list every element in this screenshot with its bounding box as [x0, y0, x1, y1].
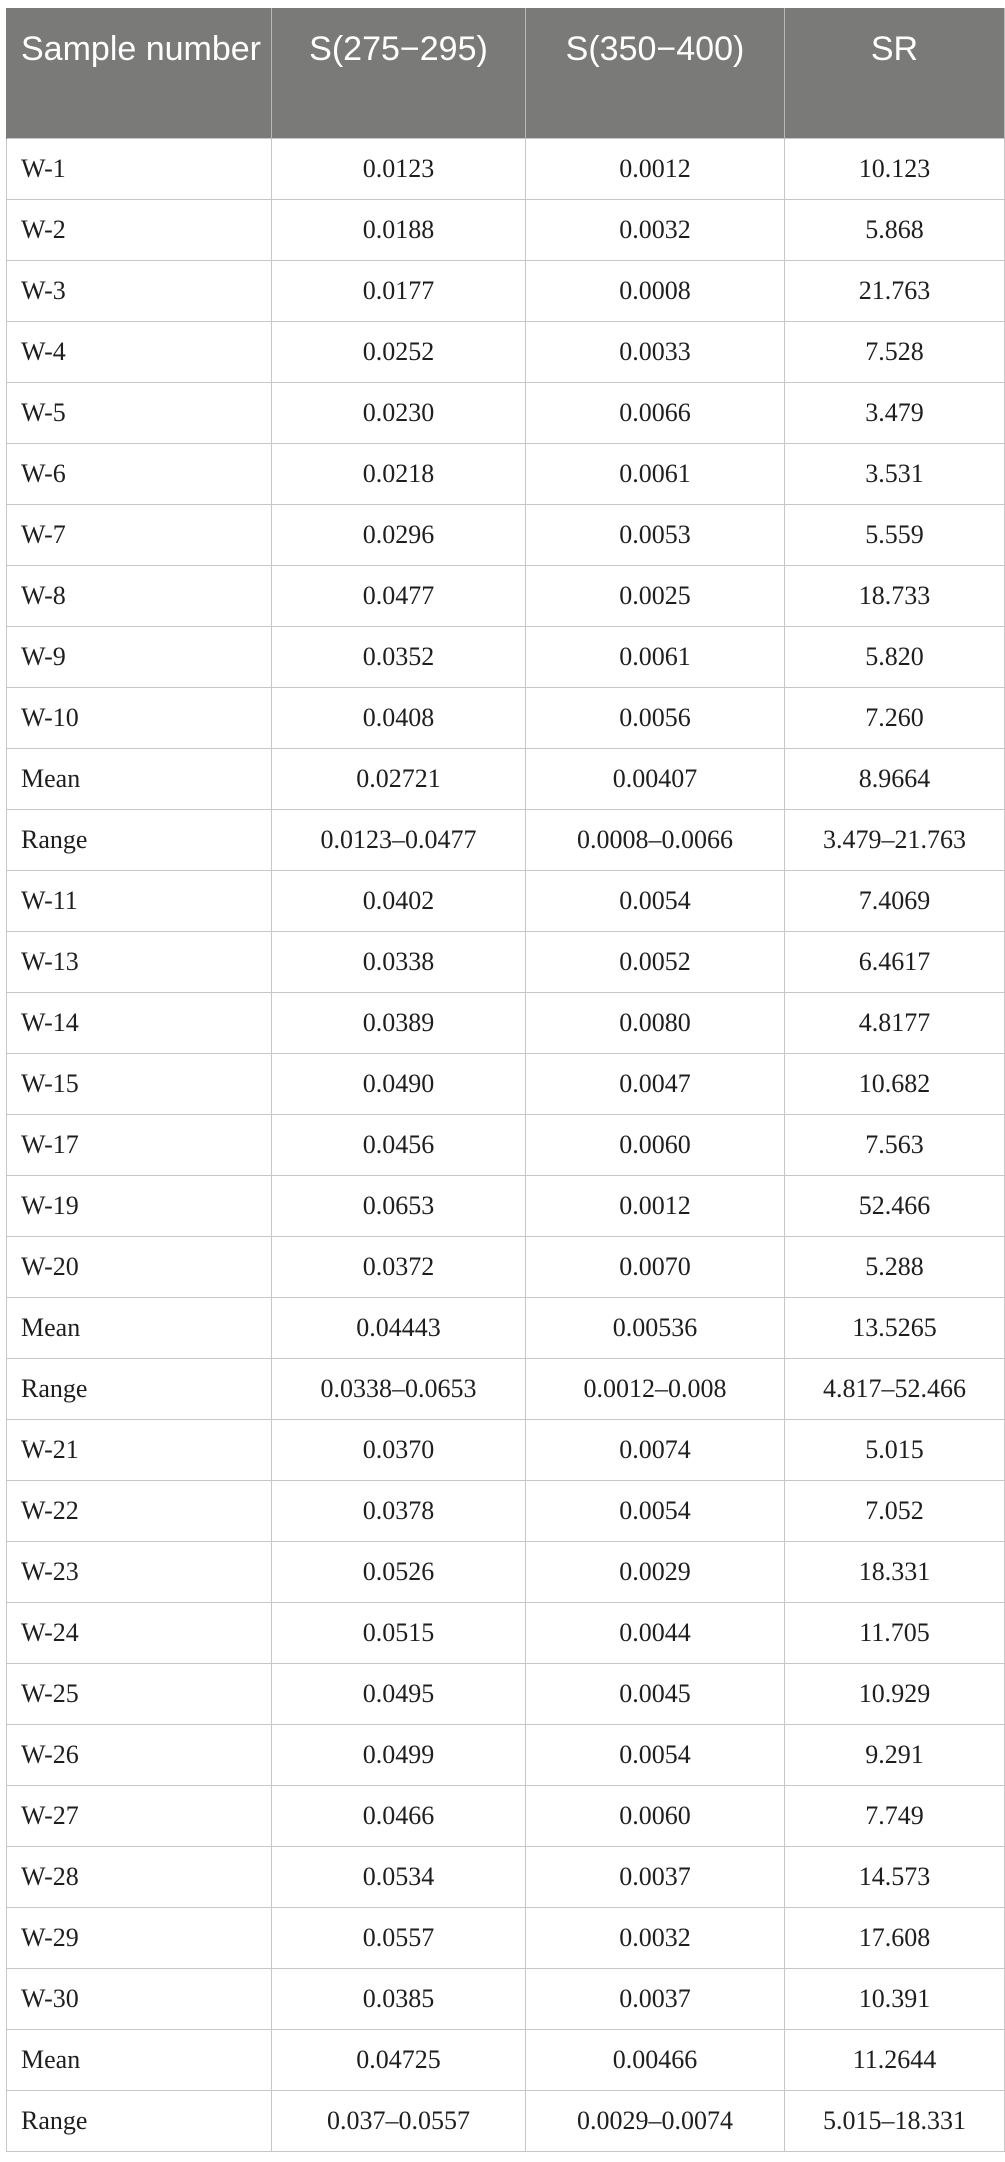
sr-cell: 52.466	[785, 1176, 1005, 1237]
sr-cell: 9.291	[785, 1725, 1005, 1786]
s-275-295-cell: 0.0123	[272, 139, 526, 200]
sample-cell: W-20	[7, 1237, 272, 1298]
s-275-295-cell: 0.0653	[272, 1176, 526, 1237]
table-row	[7, 1603, 1005, 1664]
sample-cell: W-25	[7, 1664, 272, 1725]
s-350-400-cell: 0.0066	[526, 383, 785, 444]
s-275-295-cell: 0.04725	[272, 2030, 526, 2091]
s-275-295-cell: 0.0218	[272, 444, 526, 505]
sample-cell: Range	[7, 2091, 272, 2152]
s-275-295-cell: 0.0177	[272, 261, 526, 322]
table-row	[7, 1481, 1005, 1542]
data-table	[6, 8, 1005, 2152]
sample-cell: W-2	[7, 200, 272, 261]
s-350-400-cell: 0.00536	[526, 1298, 785, 1359]
s-350-400-cell: 0.0012	[526, 139, 785, 200]
s-275-295-cell: 0.0252	[272, 322, 526, 383]
s-275-295-cell: 0.0499	[272, 1725, 526, 1786]
s-350-400-cell: 0.0025	[526, 566, 785, 627]
header-s-350-400: S(350−400)	[526, 8, 785, 139]
sample-cell: W-28	[7, 1847, 272, 1908]
sr-cell: 10.929	[785, 1664, 1005, 1725]
s-275-295-cell: 0.0490	[272, 1054, 526, 1115]
sr-cell: 21.763	[785, 261, 1005, 322]
table-row	[7, 2091, 1005, 2152]
s-350-400-cell: 0.0060	[526, 1786, 785, 1847]
s-350-400-cell: 0.0056	[526, 688, 785, 749]
sr-cell: 5.015	[785, 1420, 1005, 1481]
s-350-400-cell: 0.0070	[526, 1237, 785, 1298]
s-350-400-cell: 0.0054	[526, 1481, 785, 1542]
sr-cell: 4.8177	[785, 993, 1005, 1054]
sample-cell: Range	[7, 1359, 272, 1420]
s-350-400-cell: 0.0033	[526, 322, 785, 383]
sample-cell: W-14	[7, 993, 272, 1054]
s-350-400-cell: 0.0061	[526, 444, 785, 505]
sample-cell: Mean	[7, 749, 272, 810]
table-row	[7, 1908, 1005, 1969]
s-275-295-cell: 0.0338–0.0653	[272, 1359, 526, 1420]
table-row	[7, 749, 1005, 810]
sample-cell: W-23	[7, 1542, 272, 1603]
sr-cell: 18.733	[785, 566, 1005, 627]
sample-cell: W-13	[7, 932, 272, 993]
table-row	[7, 322, 1005, 383]
s-275-295-cell: 0.0495	[272, 1664, 526, 1725]
table-row	[7, 383, 1005, 444]
data-table-container	[6, 8, 1004, 2152]
s-350-400-cell: 0.0044	[526, 1603, 785, 1664]
sr-cell: 10.391	[785, 1969, 1005, 2030]
header-sample-number: Sample number	[7, 8, 272, 139]
s-350-400-cell: 0.0047	[526, 1054, 785, 1115]
sr-cell: 11.2644	[785, 2030, 1005, 2091]
table-row	[7, 505, 1005, 566]
sr-cell: 7.749	[785, 1786, 1005, 1847]
table-row	[7, 810, 1005, 871]
s-275-295-cell: 0.0456	[272, 1115, 526, 1176]
sample-cell: W-26	[7, 1725, 272, 1786]
sample-cell: W-1	[7, 139, 272, 200]
sample-cell: W-10	[7, 688, 272, 749]
sr-cell: 7.4069	[785, 871, 1005, 932]
s-350-400-cell: 0.0054	[526, 871, 785, 932]
s-275-295-cell: 0.0230	[272, 383, 526, 444]
sample-cell: W-8	[7, 566, 272, 627]
sr-cell: 7.052	[785, 1481, 1005, 1542]
sample-cell: W-27	[7, 1786, 272, 1847]
s-275-295-cell: 0.04443	[272, 1298, 526, 1359]
s-350-400-cell: 0.0061	[526, 627, 785, 688]
s-350-400-cell: 0.0032	[526, 1908, 785, 1969]
sample-cell: W-21	[7, 1420, 272, 1481]
s-350-400-cell: 0.0008–0.0066	[526, 810, 785, 871]
table-row	[7, 627, 1005, 688]
table-row	[7, 139, 1005, 200]
sr-cell: 18.331	[785, 1542, 1005, 1603]
table-row	[7, 200, 1005, 261]
sr-cell: 10.682	[785, 1054, 1005, 1115]
s-350-400-cell: 0.0008	[526, 261, 785, 322]
table-row	[7, 1359, 1005, 1420]
table-row	[7, 2030, 1005, 2091]
sample-cell: W-15	[7, 1054, 272, 1115]
sample-cell: W-9	[7, 627, 272, 688]
s-350-400-cell: 0.0060	[526, 1115, 785, 1176]
s-350-400-cell: 0.0053	[526, 505, 785, 566]
table-row	[7, 1176, 1005, 1237]
sr-cell: 7.528	[785, 322, 1005, 383]
sample-cell: Mean	[7, 2030, 272, 2091]
sr-cell: 5.288	[785, 1237, 1005, 1298]
s-275-295-cell: 0.0477	[272, 566, 526, 627]
s-350-400-cell: 0.0052	[526, 932, 785, 993]
table-row	[7, 688, 1005, 749]
sample-cell: W-24	[7, 1603, 272, 1664]
table-row	[7, 1664, 1005, 1725]
sample-cell: W-30	[7, 1969, 272, 2030]
s-275-295-cell: 0.0188	[272, 200, 526, 261]
sr-cell: 8.9664	[785, 749, 1005, 810]
sample-cell: W-22	[7, 1481, 272, 1542]
header-sr: SR	[785, 8, 1005, 139]
s-350-400-cell: 0.0080	[526, 993, 785, 1054]
table-body	[7, 139, 1005, 2152]
s-275-295-cell: 0.0526	[272, 1542, 526, 1603]
s-275-295-cell: 0.02721	[272, 749, 526, 810]
table-row	[7, 1847, 1005, 1908]
table-row	[7, 1115, 1005, 1176]
s-350-400-cell: 0.0012	[526, 1176, 785, 1237]
sr-cell: 11.705	[785, 1603, 1005, 1664]
sr-cell: 5.559	[785, 505, 1005, 566]
sample-cell: W-4	[7, 322, 272, 383]
sample-cell: Range	[7, 810, 272, 871]
s-275-295-cell: 0.0370	[272, 1420, 526, 1481]
table-row	[7, 261, 1005, 322]
table-row	[7, 1786, 1005, 1847]
table-header	[7, 8, 1005, 139]
s-350-400-cell: 0.0029	[526, 1542, 785, 1603]
s-275-295-cell: 0.0378	[272, 1481, 526, 1542]
s-350-400-cell: 0.00407	[526, 749, 785, 810]
sample-cell: W-6	[7, 444, 272, 505]
s-275-295-cell: 0.0372	[272, 1237, 526, 1298]
sr-cell: 13.5265	[785, 1298, 1005, 1359]
s-275-295-cell: 0.0402	[272, 871, 526, 932]
sr-cell: 5.820	[785, 627, 1005, 688]
table-row	[7, 1420, 1005, 1481]
s-350-400-cell: 0.00466	[526, 2030, 785, 2091]
sr-cell: 17.608	[785, 1908, 1005, 1969]
sample-cell: W-11	[7, 871, 272, 932]
sr-cell: 3.479	[785, 383, 1005, 444]
s-350-400-cell: 0.0045	[526, 1664, 785, 1725]
table-row	[7, 1054, 1005, 1115]
table-row	[7, 1298, 1005, 1359]
s-275-295-cell: 0.037–0.0557	[272, 2091, 526, 2152]
s-350-400-cell: 0.0074	[526, 1420, 785, 1481]
sr-cell: 14.573	[785, 1847, 1005, 1908]
table-row	[7, 1725, 1005, 1786]
s-275-295-cell: 0.0338	[272, 932, 526, 993]
sr-cell: 7.260	[785, 688, 1005, 749]
table-row	[7, 1542, 1005, 1603]
sr-cell: 6.4617	[785, 932, 1005, 993]
sample-cell: W-29	[7, 1908, 272, 1969]
s-275-295-cell: 0.0123–0.0477	[272, 810, 526, 871]
s-350-400-cell: 0.0054	[526, 1725, 785, 1786]
table-row	[7, 932, 1005, 993]
table-row	[7, 993, 1005, 1054]
table-row	[7, 566, 1005, 627]
sample-cell: W-3	[7, 261, 272, 322]
sr-cell: 3.479–21.763	[785, 810, 1005, 871]
sample-cell: Mean	[7, 1298, 272, 1359]
sr-cell: 10.123	[785, 139, 1005, 200]
s-275-295-cell: 0.0534	[272, 1847, 526, 1908]
sr-cell: 4.817–52.466	[785, 1359, 1005, 1420]
sample-cell: W-19	[7, 1176, 272, 1237]
sample-cell: W-7	[7, 505, 272, 566]
s-275-295-cell: 0.0296	[272, 505, 526, 566]
s-275-295-cell: 0.0385	[272, 1969, 526, 2030]
table-row	[7, 1969, 1005, 2030]
s-350-400-cell: 0.0032	[526, 200, 785, 261]
header-row	[7, 8, 1005, 139]
sr-cell: 7.563	[785, 1115, 1005, 1176]
sr-cell: 3.531	[785, 444, 1005, 505]
s-350-400-cell: 0.0037	[526, 1847, 785, 1908]
table-row	[7, 871, 1005, 932]
sr-cell: 5.015–18.331	[785, 2091, 1005, 2152]
s-275-295-cell: 0.0557	[272, 1908, 526, 1969]
table-row	[7, 1237, 1005, 1298]
s-275-295-cell: 0.0389	[272, 993, 526, 1054]
s-275-295-cell: 0.0466	[272, 1786, 526, 1847]
s-275-295-cell: 0.0408	[272, 688, 526, 749]
s-350-400-cell: 0.0037	[526, 1969, 785, 2030]
sr-cell: 5.868	[785, 200, 1005, 261]
s-350-400-cell: 0.0029–0.0074	[526, 2091, 785, 2152]
table-row	[7, 444, 1005, 505]
s-275-295-cell: 0.0352	[272, 627, 526, 688]
sample-cell: W-5	[7, 383, 272, 444]
s-350-400-cell: 0.0012–0.008	[526, 1359, 785, 1420]
s-275-295-cell: 0.0515	[272, 1603, 526, 1664]
header-s-275-295: S(275−295)	[272, 8, 526, 139]
sample-cell: W-17	[7, 1115, 272, 1176]
